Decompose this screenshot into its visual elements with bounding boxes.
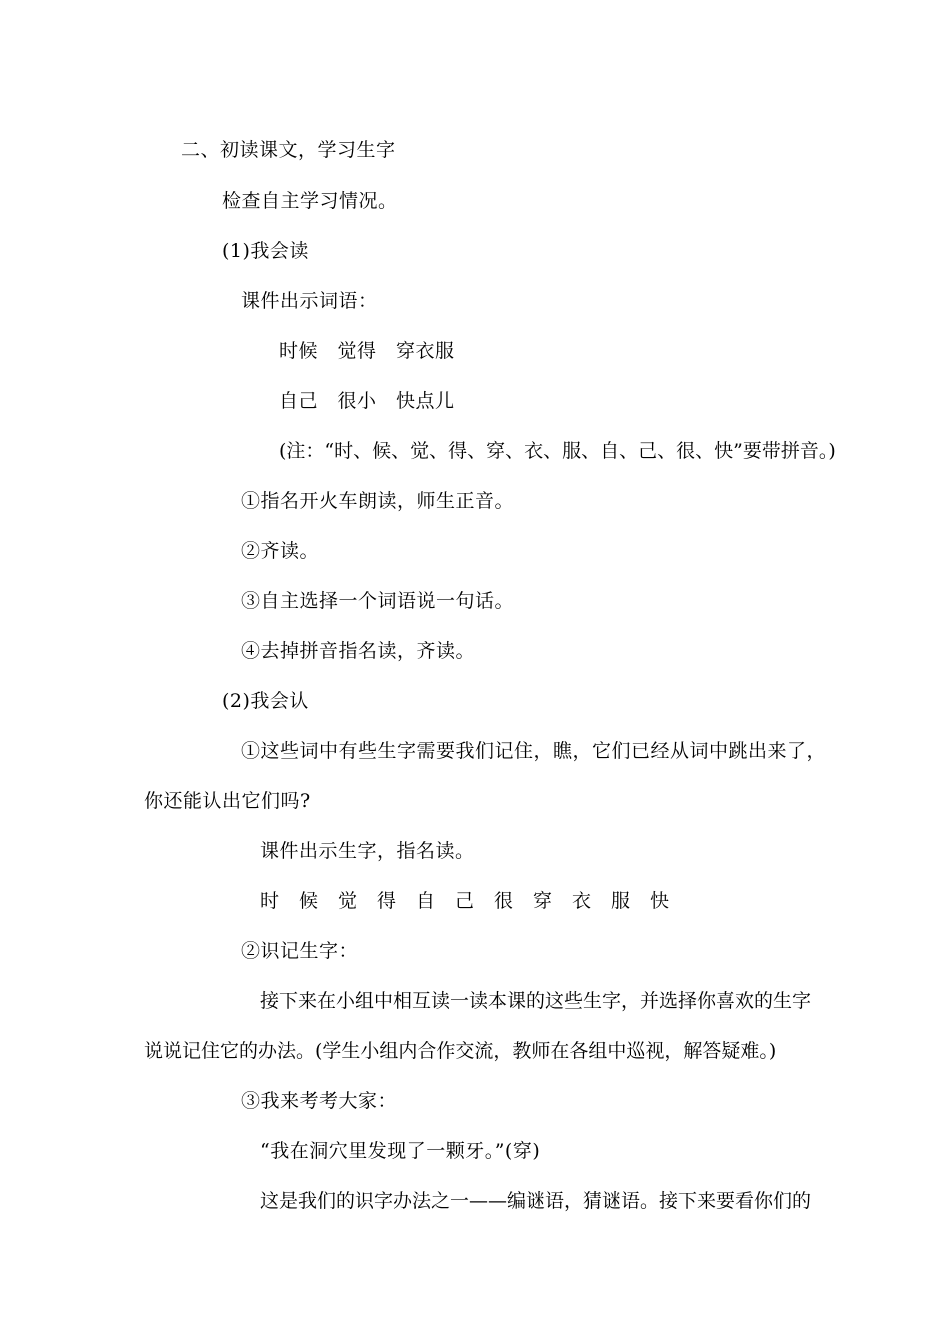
- character: 穿: [533, 890, 553, 912]
- character: 候: [299, 890, 319, 912]
- section-title: 二、初读课文，学习生字: [181, 139, 396, 161]
- step-2: ②齐读。: [241, 540, 320, 562]
- character: 服: [611, 890, 631, 912]
- words-row-2: 自己 很小 快点儿: [279, 390, 455, 412]
- words-row-1: 时候 觉得 穿衣服: [279, 340, 455, 362]
- pinyin-note: (注：“时、候、觉、得、穿、衣、服、自、己、很、快”要带拼音。): [279, 440, 836, 462]
- step-4: ④去掉拼音指名读，齐读。: [241, 640, 476, 662]
- character-list: [260, 889, 689, 913]
- recognize-paragraph-line-2: 你还能认出它们吗?: [144, 790, 311, 812]
- remember-heading: ②识记生字：: [241, 940, 359, 962]
- recognize-paragraph-line-1: ①这些词中有些生字需要我们记住，瞧，它们已经从词中跳出来了，: [241, 740, 827, 762]
- character: 很: [494, 890, 514, 912]
- remember-paragraph-line-2: 说说记住它的办法。(学生小组内合作交流，教师在各组中巡视，解答疑难。): [144, 1040, 777, 1062]
- remember-paragraph-line-1: 接下来在小组中相互读一读本课的这些生字，并选择你喜欢的生字: [260, 990, 812, 1012]
- character: 快: [650, 890, 670, 912]
- recognize-heading: (2)我会认: [222, 690, 309, 712]
- step-1: ①指名开火车朗读，师生正音。: [241, 490, 515, 512]
- courseware-words-line: 课件出示词语：: [241, 290, 378, 312]
- check-line: 检查自主学习情况。: [222, 190, 398, 212]
- character: 觉: [338, 890, 358, 912]
- riddle-line: “我在洞穴里发现了一颗牙。”(穿): [260, 1140, 541, 1162]
- step-3: ③自主选择一个词语说一句话。: [241, 590, 515, 612]
- character: 己: [455, 890, 475, 912]
- character: 得: [377, 890, 397, 912]
- character: 衣: [572, 890, 592, 912]
- riddle-note-line: 这是我们的识字办法之一——编谜语，猜谜语。接下来要看你们的: [260, 1190, 812, 1212]
- read-heading: (1)我会读: [222, 240, 309, 262]
- quiz-heading: ③我来考考大家：: [241, 1090, 398, 1112]
- character: 时: [260, 890, 280, 912]
- courseware-chars-line: 课件出示生字，指名读。: [260, 840, 475, 862]
- character: 自: [416, 890, 436, 912]
